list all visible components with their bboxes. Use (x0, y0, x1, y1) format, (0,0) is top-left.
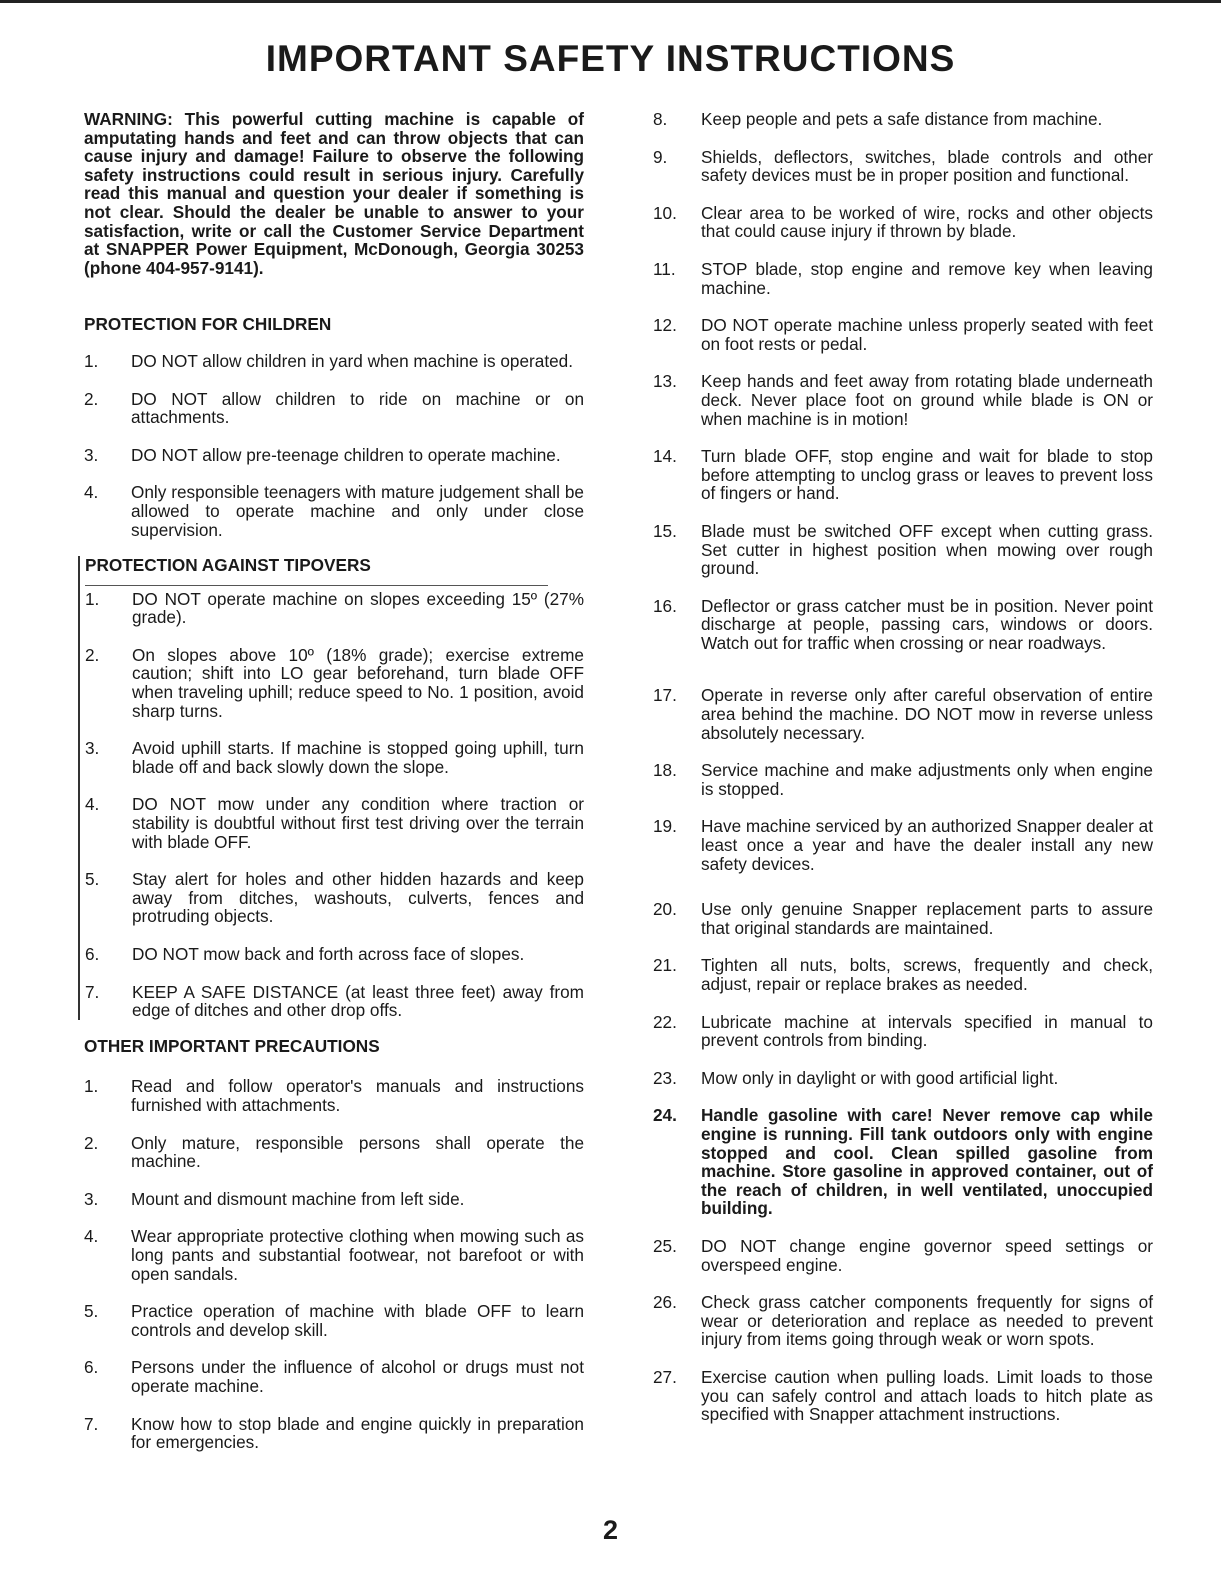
section-heading-tipovers: PROTECTION AGAINST TIPOVERS (85, 555, 371, 576)
list-item: 22. Lubricate machine at intervals specified in manual to prevent controls from binding. (653, 1011, 1153, 1051)
list-item: 27. Exercise caution when pulling loads. Limit loads to those you can safely control and attach loads to hitch plate as specified with Snapper attachment instructions. (653, 1366, 1153, 1425)
list-item: 25. DO NOT change engine governor speed settings or overspeed engine. (653, 1235, 1153, 1275)
list-item: 13. Keep hands and feet away from rotating blade underneath deck. Never place foot on ground while blade is ON or when machine is in motion! (653, 371, 1153, 429)
list-item: 4. Only responsible teenagers with mature judgement shall be allowed to operate machine and only under close supervision. (84, 482, 584, 540)
list-item: 8. Keep people and pets a safe distance from machine. (653, 109, 1103, 129)
list-item: 16. Deflector or grass catcher must be in position. Never point discharge at people, passing cars, windows or doors. Watch out for traffic when crossing or near roadways. (653, 595, 1153, 653)
list-item: 4. DO NOT mow under any condition where traction or stability is doubtful without first test driving over the terrain with blade OFF. (85, 794, 584, 852)
tipovers-box (78, 556, 584, 1020)
list-item: 20. Use only genuine Snapper replacement parts to assure that original standards are maintained. (653, 899, 1153, 938)
list-item: 1. DO NOT allow children in yard when machine is operated. (84, 350, 573, 371)
list-item: 5. Practice operation of machine with blade OFF to learn controls and develop skill. (84, 1301, 584, 1340)
list-item: 3. DO NOT allow pre-teenage children to operate machine. (84, 444, 561, 465)
list-item: 6. Persons under the influence of alcohol or drugs must not operate machine. (84, 1357, 584, 1396)
list-item: 21. Tighten all nuts, bolts, screws, frequently and check, adjust, repair or replace brakes as needed. (653, 955, 1153, 994)
list-item: 24. Handle gasoline with care! Never remove cap while engine is running. Fill tank outdoors only with engine stopped and cool. Clean spilled gasoline from machine. Store gasoline in approved container, out of the reach of children, in well ventilated, unoccupied building. (653, 1105, 1153, 1219)
list-item: 19. Have machine serviced by an authorized Snapper dealer at least once a year and have the dealer install any new safety devices. (653, 816, 1153, 874)
list-item: 14. Turn blade OFF, stop engine and wait for blade to stop before attempting to unclog grass or leaves to prevent loss of fingers or hand. (653, 446, 1153, 504)
list-item: 2. DO NOT allow children to ride on machine or on attachments. (84, 388, 584, 428)
list-item: 9. Shields, deflectors, switches, blade controls and other safety devices must be in proper position and functional. (653, 146, 1153, 186)
list-item: 2. On slopes above 10º (18% grade); exercise extreme caution; shift into LO gear beforehand, turn blade OFF when traveling uphill; reduce speed to No. 1 position, avoid sharp turns. (85, 644, 584, 721)
page-number: 2 (602, 1515, 619, 1545)
list-item: 7. Know how to stop blade and engine quickly in preparation for emergencies. (84, 1413, 584, 1453)
list-item: 12. DO NOT operate machine unless properly seated with feet on foot rests or pedal. (653, 315, 1153, 354)
list-item: 3. Avoid uphill starts. If machine is stopped going uphill, turn blade off and back slowly down the slope. (85, 738, 584, 777)
list-item: 6. DO NOT mow back and forth across face of slopes. (85, 944, 525, 964)
warning-paragraph: WARNING: This powerful cutting machine is capable of amputating hands and feet and can throw objects that can cause injury and damage! Failure to observe the following safety instructions could result in serious injury. Carefully read this manual and question your dealer if something is not clear. Should the dealer be unable to answer to your satisfaction, write or call the Customer Service Department at SNAPPER Power Equipment, McDonough, Georgia 30253 (phone 404-957-9141). (84, 109, 584, 278)
page-title: IMPORTANT SAFETY INSTRUCTIONS (265, 38, 956, 79)
list-item: 2. Only mature, responsible persons shall operate the machine. (84, 1132, 584, 1172)
section-heading-other: OTHER IMPORTANT PRECAUTIONS (84, 1035, 380, 1056)
list-item: 4. Wear appropriate protective clothing when mowing such as long pants and substantial footwear, not barefoot or with open sandals. (84, 1226, 584, 1284)
list-item: 7. KEEP A SAFE DISTANCE (at least three feet) away from edge of ditches and other drop offs. (85, 981, 584, 1021)
right-column (653, 110, 1153, 1443)
list-item: 17. Operate in reverse only after careful observation of entire area behind the machine. DO NOT mow in reverse unless absolutely necessary. (653, 685, 1153, 743)
list-item: 3. Mount and dismount machine from left side. (84, 1188, 465, 1209)
list-item: 10. Clear area to be worked of wire, rocks and other objects that could cause injury if thrown by blade. (653, 202, 1153, 242)
list-item: 5. Stay alert for holes and other hidden hazards and keep away from ditches, washouts, culverts, fences and protruding objects. (85, 869, 584, 927)
list-item: 23. Mow only in daylight or with good artificial light. (653, 1067, 1059, 1088)
list-item: 26. Check grass catcher components frequently for signs of wear or deterioration and replace as needed to prevent injury from items going through weak or worn spots. (653, 1292, 1153, 1350)
list-item: 15. Blade must be switched OFF except when cutting grass. Set cutter in highest position when mowing over rough ground. (653, 520, 1153, 579)
list-item: 1. Read and follow operator's manuals and instructions furnished with attachments. (84, 1076, 584, 1115)
top-rule (0, 0, 1221, 3)
section-heading-children: PROTECTION FOR CHILDREN (84, 314, 332, 335)
list-item: 11. STOP blade, stop engine and remove key when leaving machine. (653, 258, 1153, 298)
left-column (84, 110, 584, 1452)
list-item: 1. DO NOT operate machine on slopes exceeding 15º (27% grade). (85, 588, 584, 628)
list-item: 18. Service machine and make adjustments only when engine is stopped. (653, 760, 1153, 799)
